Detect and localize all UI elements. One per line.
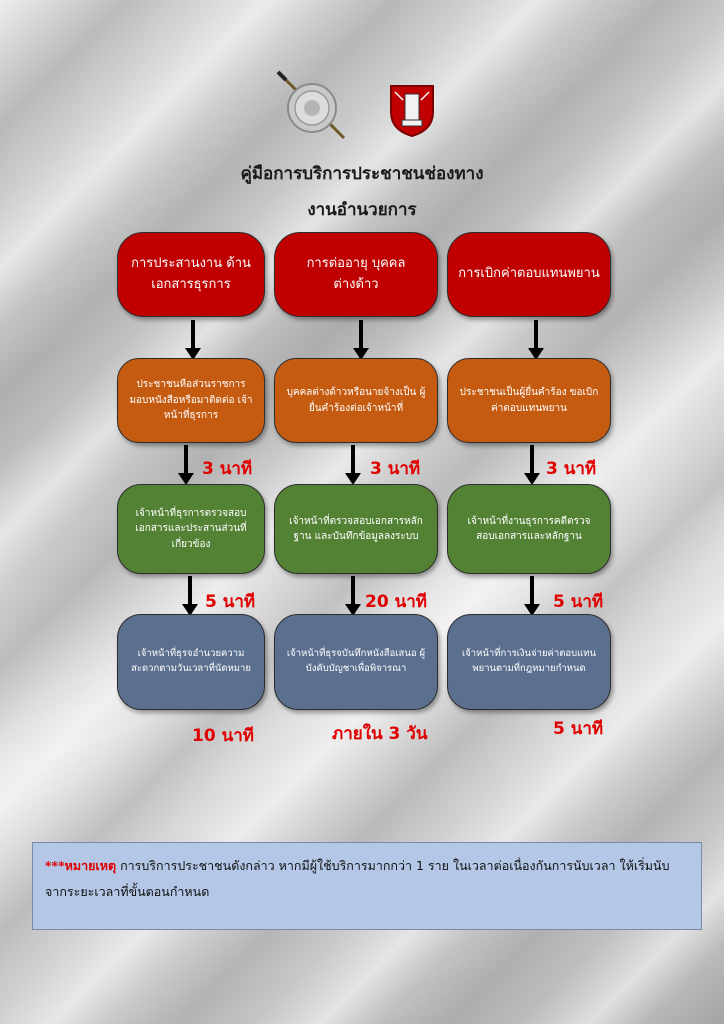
step2-foreigner-extension: เจ้าหน้าที่ตรวจสอบเอกสารหลักฐาน และบันทึกข้อมูลลงระบบ (274, 484, 438, 574)
arrow-down-icon (524, 576, 540, 616)
arrow-down-icon (528, 320, 544, 360)
step3-witness-compensation: เจ้าหน้าที่การเงินจ่ายค่าตอบแทน พยานตามที่กฎหมายกำหนด (447, 614, 611, 710)
remark-label: ***หมายเหตุ (45, 858, 117, 873)
arrow-down-icon (524, 445, 540, 485)
arrow-down-icon (178, 445, 194, 485)
remark-text: การบริการประชาชนดังกล่าว หากมีผู้ใช้บริการมากกว่า 1 ราย ในเวลาต่อเนื่องกันการนับเวลา ให้เริ่มนับจากระยะเวลาที่ขั้นตอนกำหนด (45, 858, 670, 900)
arrow-down-icon (185, 320, 201, 360)
time1-witness-compensation: 3 นาที (546, 459, 597, 479)
step3-foreigner-extension: เจ้าหน้าที่ธุรจบันทึกหนังสือเสนอ ผู้บังคับบัญชาเพื่อพิจารณา (274, 614, 438, 710)
emblem-logo (272, 68, 352, 142)
arrow-down-icon (353, 320, 369, 360)
arrow-down-icon (345, 445, 361, 485)
time1-document-coordination: 3 นาที (202, 459, 253, 479)
page-subtitle: งานอำนวยการ (307, 200, 417, 220)
header-document-coordination: การประสานงาน ด้านเอกสารธุรการ (117, 232, 265, 317)
time2-document-coordination: 5 นาที (205, 592, 256, 612)
step1-foreigner-extension: บุคคลต่างด้าวหรือนายจ้างเป็น ผู้ยื่นคำร้องต่อเจ้าหน้าที่ (274, 358, 438, 443)
time2-foreigner-extension: 20 นาที (365, 592, 427, 612)
page-title: คู่มือการบริการประชาชนช่องทาง (240, 164, 484, 184)
police-logo (387, 82, 437, 138)
police-shield-icon (387, 82, 437, 138)
arrow-down-icon (182, 576, 198, 616)
header-foreigner-extension: การต่ออายุ บุคคลต่างด้าว (274, 232, 438, 317)
time3-foreigner-extension: ภายใน 3 วัน (332, 724, 428, 744)
time3-witness-compensation: 5 นาที (553, 719, 604, 739)
time1-foreigner-extension: 3 นาที (370, 459, 421, 479)
remark-box (32, 842, 702, 930)
step2-witness-compensation: เจ้าหน้าที่งานธุรการคดีตรวจ สอบเอกสารและหลักฐาน (447, 484, 611, 574)
step1-witness-compensation: ประชาชนเป็นผู้ยื่นคำร้อง ขอเบิกค่าตอบแทนพยาน (447, 358, 611, 443)
step1-document-coordination: ประชาชนหือส่วนราชการ มอบหนังสือหรือมาติดต่อ เจ้าหน้าที่ธุรการ (117, 358, 265, 443)
step3-document-coordination: เจ้าหน้าที่ธุรจอำนวยความ สะดวกตามวันเวลาที่นัดหมาย (117, 614, 265, 710)
emblem-sword-icon (272, 68, 352, 142)
time2-witness-compensation: 5 นาที (553, 592, 604, 612)
arrow-down-icon (345, 576, 361, 616)
time3-document-coordination: 10 นาที (192, 726, 254, 746)
header-witness-compensation: การเบิกค่าตอบแทนพยาน (447, 232, 611, 317)
step2-document-coordination: เจ้าหน้าที่ธุรการตรวจสอบ เอกสารและประสานส่วนที่ เกี่ยวข้อง (117, 484, 265, 574)
